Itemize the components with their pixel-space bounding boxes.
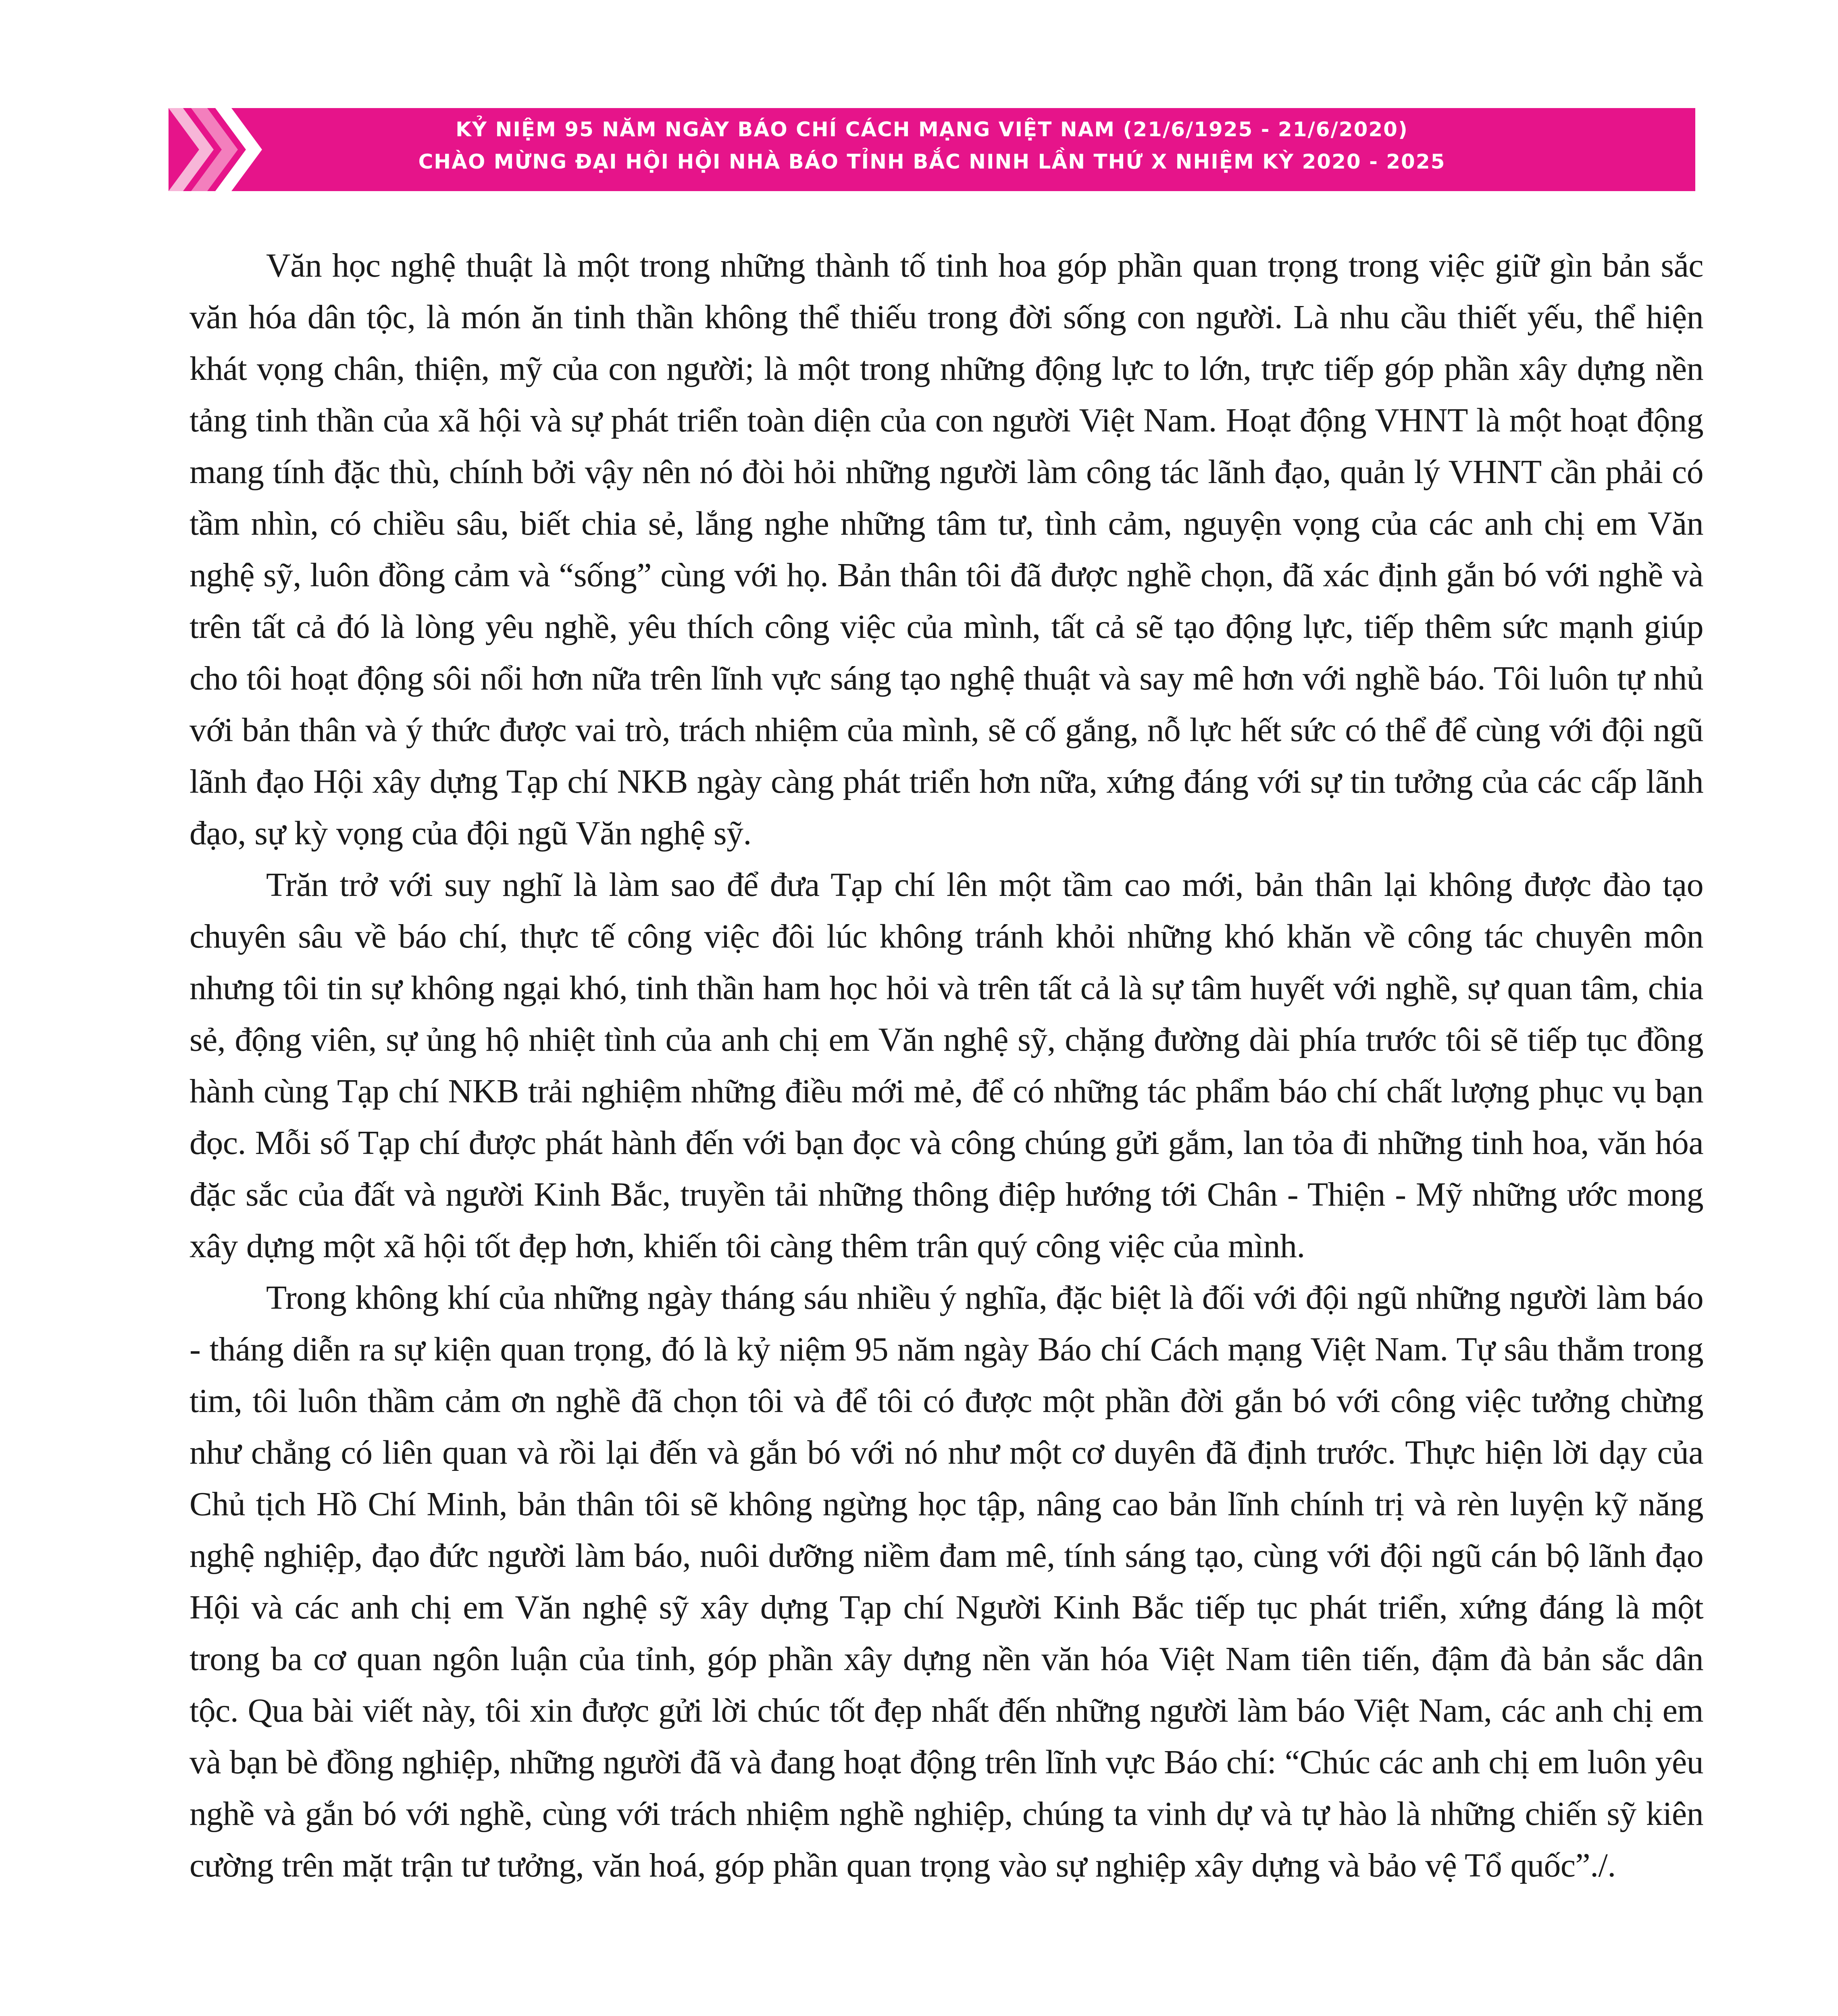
banner-line-anniversary: KỶ NIỆM 95 NĂM NGÀY BÁO CHÍ CÁCH MẠNG VIỆT NAM (21/6/1925 - 21/6/2020) [456, 118, 1408, 141]
article-body [189, 240, 1703, 1891]
paragraph-3: Trong không khí của những ngày tháng sáu nhiều ý nghĩa, đặc biệt là đối với đội ngũ những người làm báo - tháng diễn ra sự kiện quan trọng, đó là kỷ niệm 95 năm ngày Báo chí Cách mạng Việt Nam. Tự sâu thẳm trong tim, tôi luôn thầm cảm ơn nghề đã chọn tôi và để tôi có được một phần đời gắn bó với công việc tưởng chừng như chẳng có liên quan và rồi lại đến và gắn bó với nó như một cơ duyên đã định trước. Thực hiện lời dạy của Chủ tịch Hồ Chí Minh, bản thân tôi sẽ không ngừng học tập, nâng cao bản lĩnh chính trị và rèn luyện kỹ năng nghệ nghiệp, đạo đức người làm báo, nuôi dưỡng niềm đam mê, tính sáng tạo, cùng với đội ngũ cán bộ lãnh đạo Hội và các anh chị em Văn nghệ sỹ xây dựng Tạp chí Người Kinh Bắc tiếp tục phát triển, xứng đáng là một trong ba cơ quan ngôn luận của tỉnh, góp phần xây dựng nền văn hóa Việt Nam tiên tiến, đậm đà bản sắc dân tộc. Qua bài viết này, tôi xin được gửi lời chúc tốt đẹp nhất đến những người làm báo Việt Nam, các anh chị em và bạn bè đồng nghiệp, những người đã và đang hoạt động trên lĩnh vực Báo chí: “Chúc các anh chị em luôn yêu nghề và gắn bó với nghề, cùng với trách nhiệm nghề nghiệp, chúng ta vinh dự và tự hào là những chiến sỹ kiên cường trên mặt trận tư tưởng, văn hoá, góp phần quan trọng vào sự nghiệp xây dựng và bảo vệ Tổ quốc”./. [189, 1279, 1703, 1884]
paragraph-1: Văn học nghệ thuật là một trong những thành tố tinh hoa góp phần quan trọng trong việc giữ gìn bản sắc văn hóa dân tộc, là món ăn tinh thần không thể thiếu trong đời sống con người. Là nhu cầu thiết yếu, thể hiện khát vọng chân, thiện, mỹ của con người; là một trong những động lực to lớn, trực tiếp góp phần xây dựng nền tảng tinh thần của xã hội và sự phát triển toàn diện của con người Việt Nam. Hoạt động VHNT là một hoạt động mang tính đặc thù, chính bởi vậy nên nó đòi hỏi những người làm công tác lãnh đạo, quản lý VHNT cần phải có tầm nhìn, có chiều sâu, biết chia sẻ, lắng nghe những tâm tư, tình cảm, nguyện vọng của các anh chị em Văn nghệ sỹ, luôn đồng cảm và “sống” cùng với họ. Bản thân tôi đã được nghề chọn, đã xác định gắn bó với nghề và trên tất cả đó là lòng yêu nghề, yêu thích công việc của mình, tất cả sẽ tạo động lực, tiếp thêm sức mạnh giúp cho tôi hoạt động sôi nổi hơn nữa trên lĩnh vực sáng tạo nghệ thuật và say mê hơn với nghề báo. Tôi luôn tự nhủ với bản thân và ý thức được vai trò, trách nhiệm của mình, sẽ cố gắng, nỗ lực hết sức có thể để cùng với đội ngũ lãnh đạo Hội xây dựng Tạp chí NKB ngày càng phát triển hơn nữa, xứng đáng với sự tin tưởng của các cấp lãnh đạo, sự kỳ vọng của đội ngũ Văn nghệ sỹ. [189, 247, 1703, 852]
banner-line-congress: CHÀO MỪNG ĐẠI HỘI HỘI NHÀ BÁO TỈNH BẮC NINH LẦN THỨ X NHIỆM KỲ 2020 - 2025 [418, 150, 1446, 173]
header-banner [169, 108, 1695, 191]
chevron-decoration-icon [169, 108, 265, 191]
paragraph-2: Trăn trở với suy nghĩ là làm sao để đưa Tạp chí lên một tầm cao mới, bản thân lại không được đào tạo chuyên sâu về báo chí, thực tế công việc đôi lúc không tránh khỏi những khó khăn về công tác chuyên môn nhưng tôi tin sự không ngại khó, tinh thần ham học hỏi và trên tất cả là sự tâm huyết với nghề, sự quan tâm, chia sẻ, động viên, sự ủng hộ nhiệt tình của anh chị em Văn nghệ sỹ, chặng đường dài phía trước tôi sẽ tiếp tục đồng hành cùng Tạp chí NKB trải nghiệm những điều mới mẻ, để có những tác phẩm báo chí chất lượng phục vụ bạn đọc. Mỗi số Tạp chí được phát hành đến với bạn đọc và công chúng gửi gắm, lan tỏa đi những tinh hoa, văn hóa đặc sắc của đất và người Kinh Bắc, truyền tải những thông điệp hướng tới Chân - Thiện - Mỹ những ước mong xây dựng một xã hội tốt đẹp hơn, khiến tôi càng thêm trân quý công việc của mình. [189, 866, 1703, 1265]
